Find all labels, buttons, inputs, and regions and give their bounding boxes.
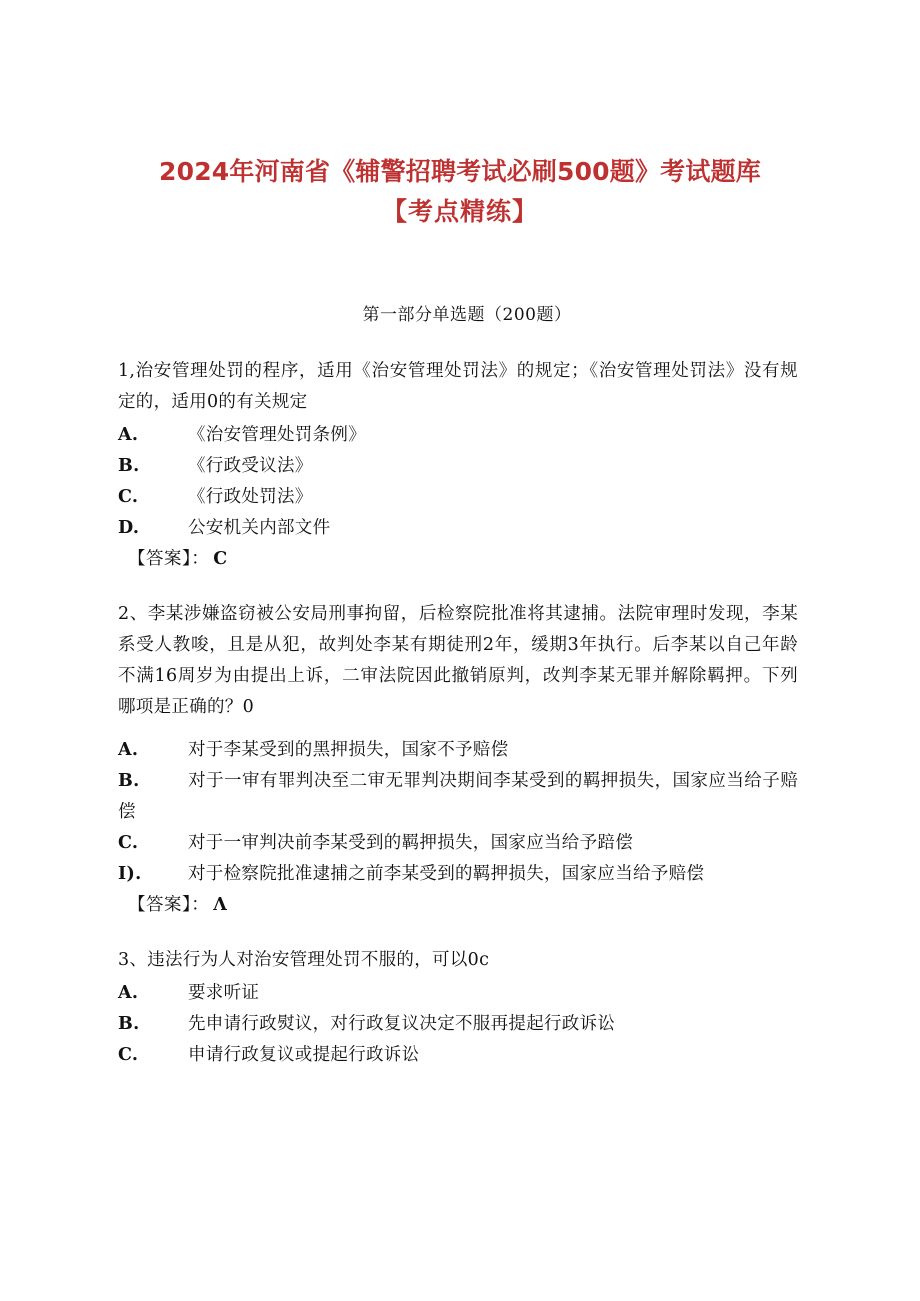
- option-row[interactable]: [118, 1009, 798, 1040]
- option-row[interactable]: [118, 766, 798, 828]
- option-marker: A.: [118, 983, 139, 1003]
- option-marker: D.: [118, 518, 140, 538]
- option-marker: A.: [118, 425, 139, 445]
- option-text: 先申请行政熨议，对行政复议决定不服再提起行政诉讼: [188, 1014, 616, 1034]
- option-marker: C.: [118, 487, 139, 507]
- option-marker: C.: [118, 833, 139, 853]
- option-text: 《行政处罚法》: [188, 487, 313, 507]
- option-row[interactable]: [118, 513, 798, 544]
- option-row[interactable]: [118, 859, 798, 890]
- option-row[interactable]: [118, 1040, 798, 1071]
- answer-label: 【答案】：: [128, 895, 210, 915]
- spacer: [118, 725, 798, 735]
- option-row[interactable]: [118, 420, 798, 451]
- document-body: [118, 300, 798, 1081]
- answer-row: [118, 890, 798, 921]
- option-marker: B.: [118, 456, 140, 476]
- question-block: [118, 356, 798, 575]
- option-row[interactable]: [118, 735, 798, 766]
- option-marker: C.: [118, 1045, 139, 1065]
- question-stem: 1,治安管理处罚的程序，适用《治安管理处罚法》的规定；《治安管理处罚法》没有规定的，适用0的有关规定: [118, 361, 798, 412]
- spacer: [118, 931, 798, 945]
- question-stem: 2、李某涉嫌盗窃被公安局刑事拘留，后检察院批准将其逮捕。法院审理时发现，李某系受人教唆，且是从犯，故判处李某有期徒刑2年，缓期3年执行。后李某以自己年龄不满16周岁为由提出上诉，二审法院因此撤销原判，改判李某无罪并解除羁押。下列哪项是正确的？0: [118, 604, 798, 717]
- option-text: 对于李某受到的黑押损失，国家不予赔偿: [188, 740, 509, 760]
- option-text: 《治安管理处罚条例》: [188, 425, 366, 445]
- answer-label: 【答案】：: [128, 549, 210, 569]
- option-text: 对于检察院批准逮捕之前李某受到的羁押损失，国家应当给予赔偿: [188, 864, 705, 884]
- option-row[interactable]: [118, 978, 798, 1009]
- option-marker: B.: [118, 1014, 140, 1034]
- question-stem: 3、违法行为人对治安管理处罚不服的，可以0c: [118, 950, 490, 970]
- option-row[interactable]: [118, 828, 798, 859]
- spacer: [118, 585, 798, 599]
- option-text: 要求听证: [188, 983, 260, 1003]
- section-heading: 第一部分单选题（200题）: [362, 305, 572, 325]
- option-text: 公安机关内部文件: [188, 518, 331, 538]
- answer-value: Λ: [213, 895, 228, 915]
- question-block: [118, 945, 798, 1071]
- option-row[interactable]: [118, 451, 798, 482]
- option-marker: B.: [118, 771, 140, 791]
- option-text: 对于一审有罪判决至二审无罪判决期间李某受到的羁押损失，国家应当给子赔偿: [118, 771, 798, 822]
- answer-row: [118, 544, 798, 575]
- title-line-1: 2024年河南省《辅警招聘考试必刷500题》考试题库: [159, 157, 761, 186]
- option-marker: I).: [118, 864, 142, 884]
- option-row[interactable]: [118, 482, 798, 513]
- option-text: 申请行政复议或提起行政诉讼: [188, 1045, 420, 1065]
- option-text: 对于一审判决前李某受到的羁押损失，国家应当给予踣偿: [188, 833, 633, 853]
- question-block: [118, 599, 798, 921]
- option-text: 《行政受议法》: [188, 456, 313, 476]
- option-marker: A.: [118, 740, 139, 760]
- answer-value: C: [213, 549, 228, 569]
- title-line-2: 【考点精练】: [381, 197, 538, 226]
- page-title: [0, 152, 920, 232]
